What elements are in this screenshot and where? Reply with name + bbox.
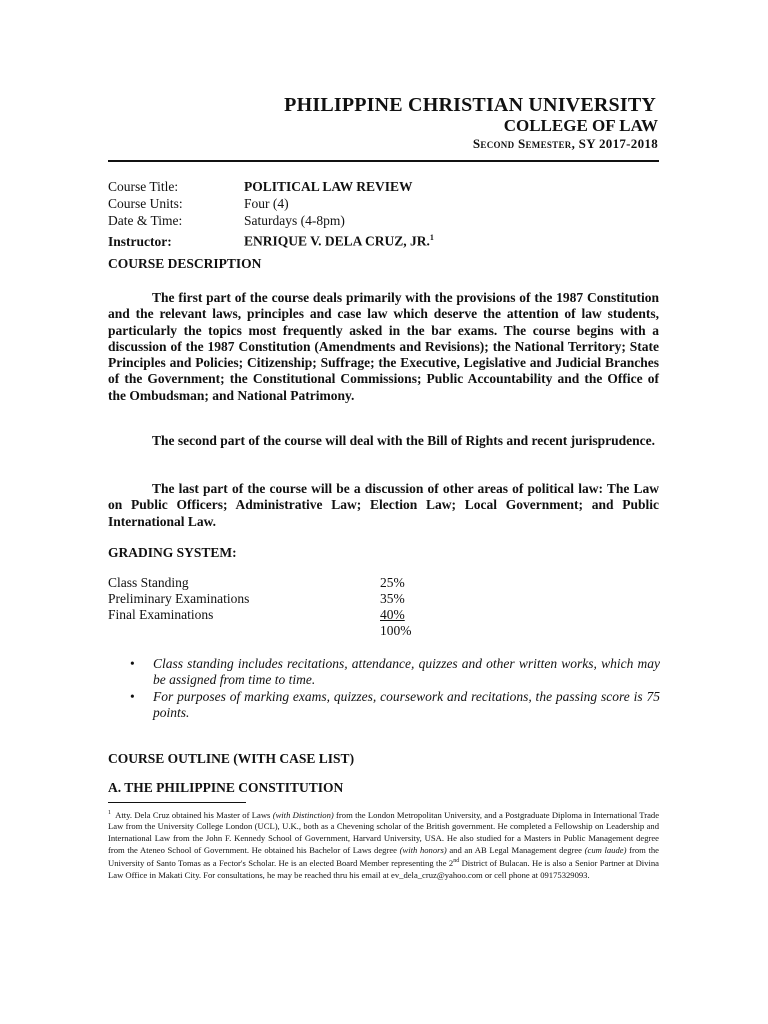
footnote-emphasis: (with honors)	[399, 844, 447, 855]
grading-row	[108, 591, 412, 607]
grading-note-text: Class standing includes recitations, attendance, quizzes and other written works, which may be assigned from time to time.	[153, 656, 660, 687]
footnote-ordinal: nd	[453, 858, 460, 865]
footnote-emphasis: (cum laude)	[584, 844, 627, 855]
grading-heading: GRADING SYSTEM:	[108, 545, 237, 560]
bullet-icon: •	[130, 656, 135, 671]
course-info	[108, 178, 434, 249]
footnote-text: and an AB Legal Management degree	[446, 844, 585, 855]
grading-label: Class Standing	[108, 575, 189, 590]
course-outline-heading: COURSE OUTLINE (WITH CASE LIST)	[108, 751, 355, 766]
footnote-ref[interactable]: 1	[429, 233, 434, 242]
grading-table	[108, 575, 412, 639]
footnote-divider	[108, 802, 246, 803]
course-description-heading: COURSE DESCRIPTION	[108, 256, 262, 271]
grading-notes	[130, 656, 660, 722]
footnote-text: from the University of Santo Tomas as a Fector's Scholar. He is an elected Board Member representing the 2	[108, 844, 659, 869]
grading-label: Preliminary Examinations	[108, 591, 250, 606]
description-paragraph-1: The first part of the course deals primarily with the provisions of the 1987 Constitution and the relevant laws, principles and case law which deserve the attention of law students, particularly the topics most frequently asked in the bar exams. The course begins with a discussion of the 1987 Constitution (Amendments and Revisions); the National Territory; State Principles and Policies; Citizenship; Suffrage; the Executive, Legislative and Judicial Branches of the Government; the Constitutional Commissions; Public Accountability and the Office of the Ombudsman; and National Patrimony.	[108, 290, 659, 403]
footnote-number: 1	[108, 810, 111, 816]
date-time-row	[108, 212, 434, 229]
instructor-name: ENRIQUE V. DELA CRUZ, JR.	[244, 233, 430, 249]
course-title-value: POLITICAL LAW REVIEW	[244, 179, 413, 194]
section-a-heading: A. THE PHILIPPINE CONSTITUTION	[108, 780, 344, 795]
date-time-value: Saturdays (4-8pm)	[244, 213, 345, 228]
footnote-emphasis: (with Distinction)	[272, 809, 334, 820]
grading-note	[130, 689, 660, 721]
course-title-label: Course Title:	[108, 179, 179, 194]
header-divider	[108, 160, 659, 162]
footnote-text: Atty. Dela Cruz obtained his Master of Laws	[115, 809, 273, 820]
grading-value: 25%	[380, 575, 405, 590]
grading-note	[130, 656, 660, 688]
course-units-row	[108, 195, 434, 212]
footnote	[108, 808, 659, 881]
description-paragraph-2: The second part of the course will deal with the Bill of Rights and recent jurisprudence.	[152, 433, 655, 448]
university-name: PHILIPPINE CHRISTIAN UNIVERSITY	[284, 94, 656, 116]
date-time-label: Date & Time:	[108, 213, 183, 228]
instructor-value	[244, 229, 434, 250]
grading-note-text: For purposes of marking exams, quizzes, coursework and recitations, the passing score is 75 points.	[153, 689, 660, 720]
grading-row	[108, 575, 412, 591]
grading-value: 35%	[380, 591, 405, 606]
footnote-text: District of Bulacan. He is also a Senior Partner at Divina Law Office in Makati City. For consultations, he may be reached thru his email at ev_dela_cruz@yahoo.com or cell phone at 09175329093.	[108, 858, 659, 880]
grading-row	[108, 607, 412, 623]
course-units-label: Course Units:	[108, 196, 183, 211]
instructor-label: Instructor:	[108, 233, 172, 249]
footnote-text: from the London Metropolitan University, and a Postgraduate Diploma in International Trade Law from the University College London (UCL), U.K., both as a Chevening scholar of the British government. He completed a Fellowship on Leadership and International Law from the John F. Kennedy School of Government, Harvard University, USA. He also studied for a Masters in Public Management degree from the Ateneo School of Government. He obtained his Bachelor of Laws degree	[108, 809, 660, 855]
description-paragraph-3: The last part of the course will be a discussion of other areas of political law: The Law on Public Officers; Administrative Law; Election Law; Local Government; and Public International Law.	[108, 481, 659, 529]
college-name: COLLEGE OF LAW	[503, 116, 658, 135]
instructor-row	[108, 229, 434, 249]
bullet-icon: •	[130, 689, 135, 704]
grading-total-row	[108, 623, 412, 639]
grading-value: 40%	[380, 607, 405, 622]
course-title-row	[108, 178, 434, 195]
semester: Second Semester, SY 2017-2018	[472, 136, 658, 151]
course-units-value: Four (4)	[244, 196, 289, 211]
grading-total: 100%	[380, 623, 412, 638]
grading-label: Final Examinations	[108, 607, 214, 622]
